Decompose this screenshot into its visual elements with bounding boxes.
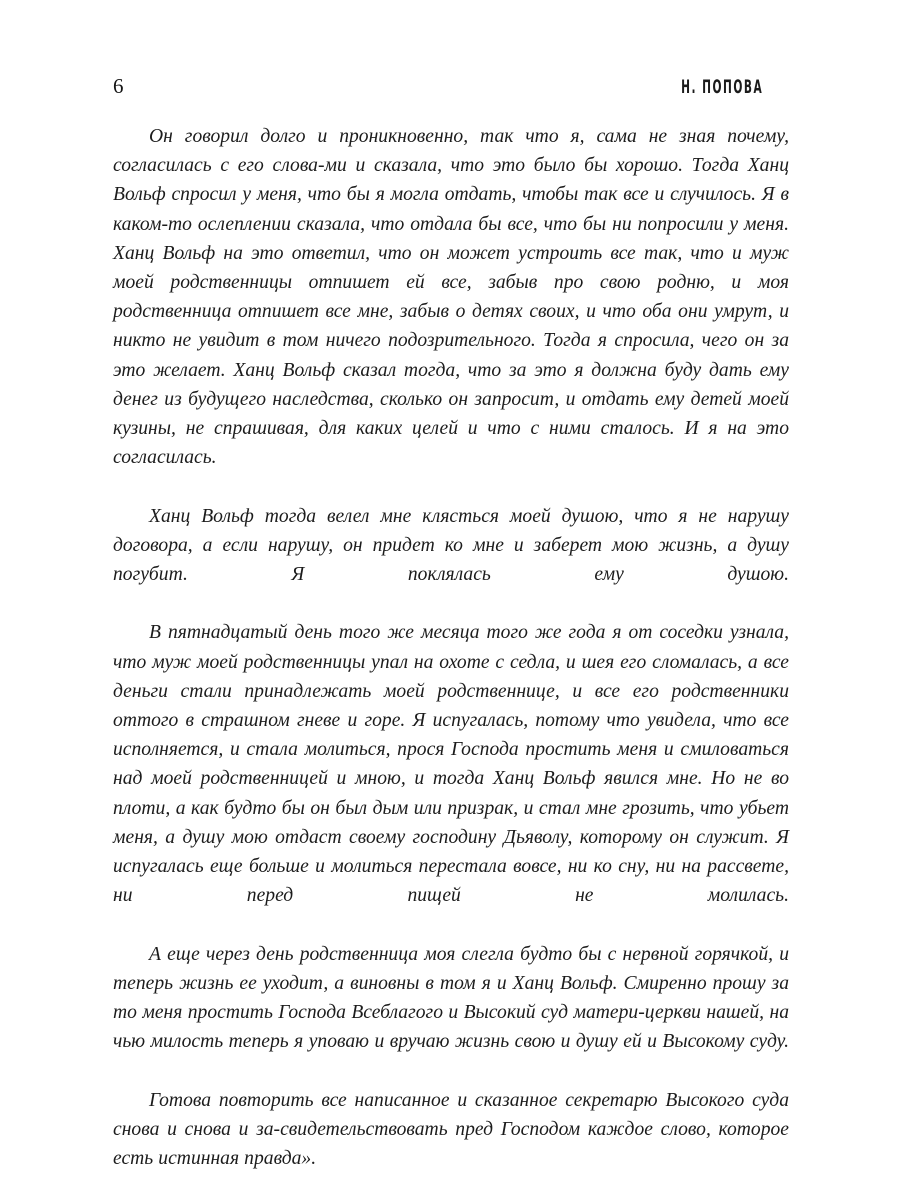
running-head-author: Н. ПОПОВА xyxy=(680,76,763,98)
paragraph: Готова повторить все написанное и сказанное секретарю Высокого суда снова и снова и за-свидетельствовать пред Господом каждое слово, которое есть истинная правда». xyxy=(113,1089,789,1170)
paragraph: Он говорил долго и проникновенно, так что я, сама не зная почему, согласилась с его слова-ми и сказала, что это было бы хорошо. Тогда Ханц Вольф спросил у меня, что бы я могла отдать, чтобы так все и случилось. Я в каком-то ослеплении сказала, что отдала бы все, что бы ни попросили у меня. Ханц Вольф на это ответил, что он может устроить все так, что и муж моей родственницы отпишет ей все, забыв про свою родню, и моя родственница отпишет все мне, забыв о детях своих, и что оба они умрут, и никто не увидит в том ничего подозрительного. Тогда я спросила, чего он за это желает. Ханц Вольф сказал тогда, что за это я должна буду дать ему денег из будущего наследства, сколько он запросит, и отдать ему детей моей кузины, не спрашивая, для каких целей и что с ними сталось. И я на это согласилась. xyxy=(113,126,789,469)
paragraph: А еще через день родственница моя слегла будто бы с нервной горячкой, и теперь жизнь ее уходит, а виновны в том я и Ханц Вольф. Смиренно прошу за то меня простить Господа Всеблагого и Высокий суд матери-церкви нашей, на чью милость теперь я уповаю и вручаю жизнь свою и душу ей и Высокому суду. xyxy=(113,943,789,1053)
running-header xyxy=(113,76,788,106)
paragraph: Ханц Вольф тогда велел мне клясться моей душою, что я не нарушу договора, а если нарушу, он придет ко мне и заберет мою жизнь, а душу погубит. Я поклялась ему душою. xyxy=(113,505,789,586)
page-number: 6 xyxy=(113,74,124,98)
body-text-block xyxy=(113,122,789,1173)
paragraph: В пятнадцатый день того же месяца того же года я от соседки узнала, что муж моей родственницы упал на охоте с седла, и шея его сломалась, а все деньги стали принадлежать моей родственнице, и все его родственники оттого в страшном гневе и горе. Я испугалась, потому что увидела, что все исполняется, и стала молиться, прося Господа простить меня и смиловаться над моей родственницей и мною, и тогда Ханц Вольф явился мне. Но не во плоти, а как будто бы он был дым или призрак, и стал мне грозить, что убьет меня, а душу мою отдаст своему господину Дьяволу, которому он служит. Я испугалась еще больше и молиться перестала вовсе, ни ко сну, ни на рассвете, ни перед пищей не молилась. xyxy=(113,622,789,907)
